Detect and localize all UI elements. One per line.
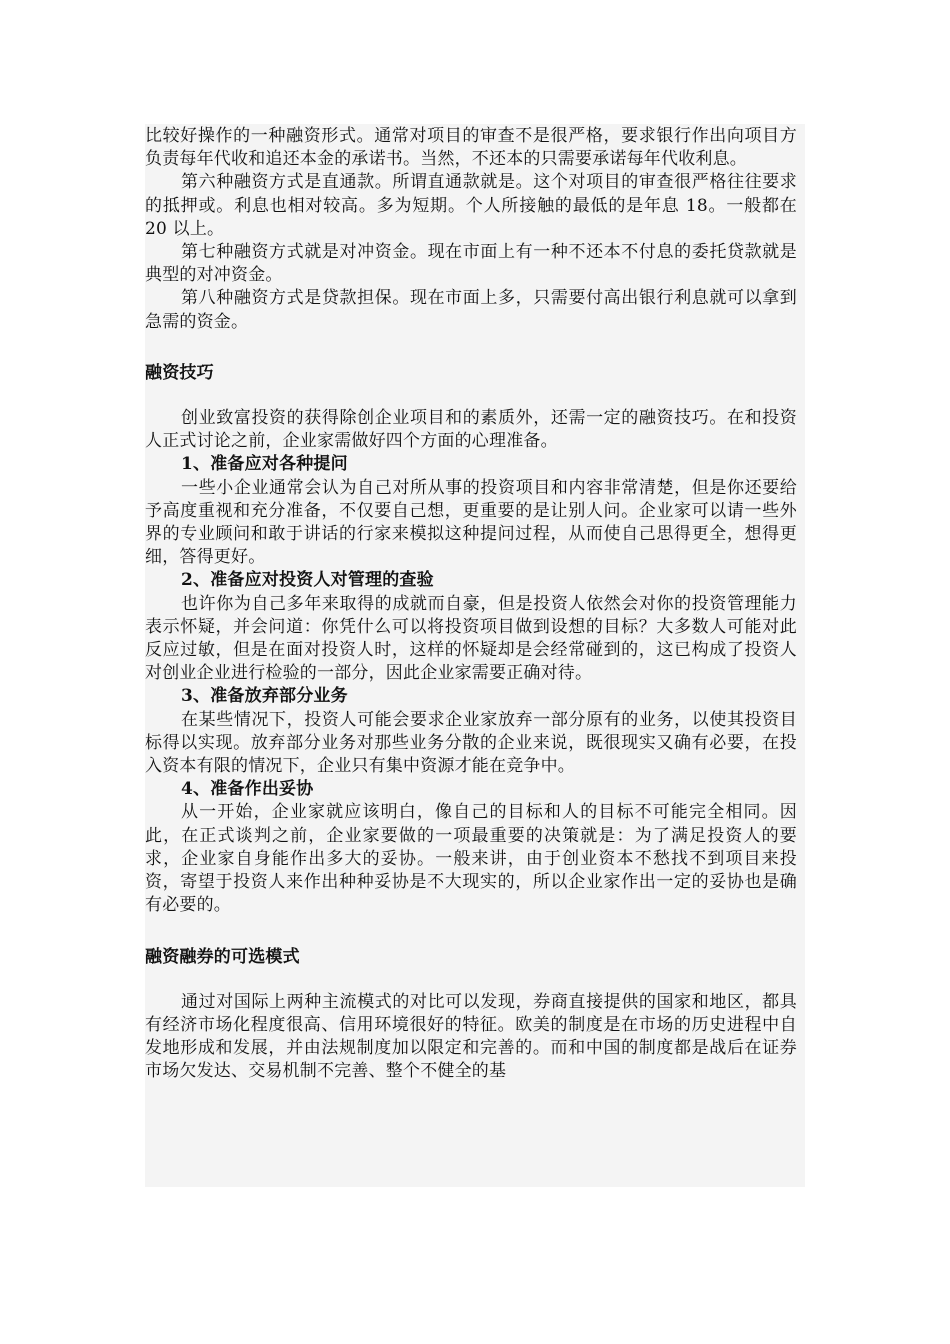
subheading-make-compromise: 4、准备作出妥协 — [181, 779, 314, 800]
document-body — [145, 125, 797, 1084]
paragraph-management-check: 也许你为自己多年来取得的成就而自豪，但是投资人依然会对你的投资管理能力表示怀疑，并会问道：你凭什么可以将投资项目做到设想的目标？大多数人可能对此反应过敏，但是在面对投资人时，这样的怀疑却是会经常碰到的，这已构成了投资人对创业企业进行检验的一部分，因此企业家需要正确对待。 — [145, 593, 797, 684]
paragraph-method-eight: 第八种融资方式是贷款担保。现在市面上多，只需要付高出银行利息就可以拿到急需的资金。 — [145, 288, 797, 332]
subheading-management-check: 2、准备应对投资人对管理的查验 — [181, 570, 434, 591]
paragraph-margin-trading-models: 通过对国际上两种主流模式的对比可以发现，券商直接提供的国家和地区，都具有经济市场化程度很高、信用环境很好的特征。欧美的制度是在市场的历史进程中自发地形成和发展，并由法规制度加以限定和完善的。而和中国的制度都是战后在证券市场欠发达、交易机制不完善、整个不健全的基 — [145, 991, 797, 1082]
paragraph-skills-intro: 创业致富投资的获得除创企业项目和的素质外，还需一定的融资技巧。在和投资人正式讨论之前，企业家需做好四个方面的心理准备。 — [145, 408, 797, 452]
subheading-give-up-business: 3、准备放弃部分业务 — [181, 686, 348, 707]
section-heading-financing-skills: 融资技巧 — [145, 362, 214, 383]
paragraph-make-compromise: 从一开始，企业家就应该明白，像自己的目标和人的目标不可能完全相同。因此，在正式谈判之前，企业家要做的一项最重要的决策就是：为了满足投资人的要求，企业家自身能作出多大的妥协。一般来讲，由于创业资本不愁找不到项目来投资，寄望于投资人来作出种种妥协是不大现实的，所以企业家作出一定的妥协也是确有必要的。 — [145, 802, 797, 916]
section-heading-margin-trading-models: 融资融券的可选模式 — [145, 946, 300, 967]
paragraph-prepare-questions: 一些小企业通常会认为自己对所从事的投资项目和内容非常清楚，但是你还要给予高度重视和充分准备，不仅要自己想，更重要的是让别人问。企业家可以请一些外界的专业顾问和敢于讲话的行家来模拟这种提问过程，从而使自己思得更全，想得更细，答得更好。 — [145, 477, 797, 568]
paragraph-give-up-business: 在某些情况下，投资人可能会要求企业家放弃一部分原有的业务，以使其投资目标得以实现。放弃部分业务对那些业务分散的企业来说，既很现实又确有必要，在投入资本有限的情况下，企业只有集中资源才能在竞争中。 — [145, 709, 797, 777]
subheading-prepare-questions: 1、准备应对各种提问 — [181, 454, 348, 475]
paragraph-method-six: 第六种融资方式是直通款。所谓直通款就是。这个对项目的审查很严格往往要求的抵押或。利息也相对较高。多为短期。个人所接触的最低的是年息 18。一般都在 20 以上。 — [145, 172, 797, 239]
paragraph-financing-form: 比较好操作的一种融资形式。通常对项目的审查不是很严格，要求银行作出向项目方负责每年代收和追还本金的承诺书。当然，不还本的只需要承诺每年代收利息。 — [145, 126, 797, 170]
paragraph-method-seven: 第七种融资方式就是对冲资金。现在市面上有一种不还本不付息的委托贷款就是典型的对冲资金。 — [145, 242, 797, 286]
